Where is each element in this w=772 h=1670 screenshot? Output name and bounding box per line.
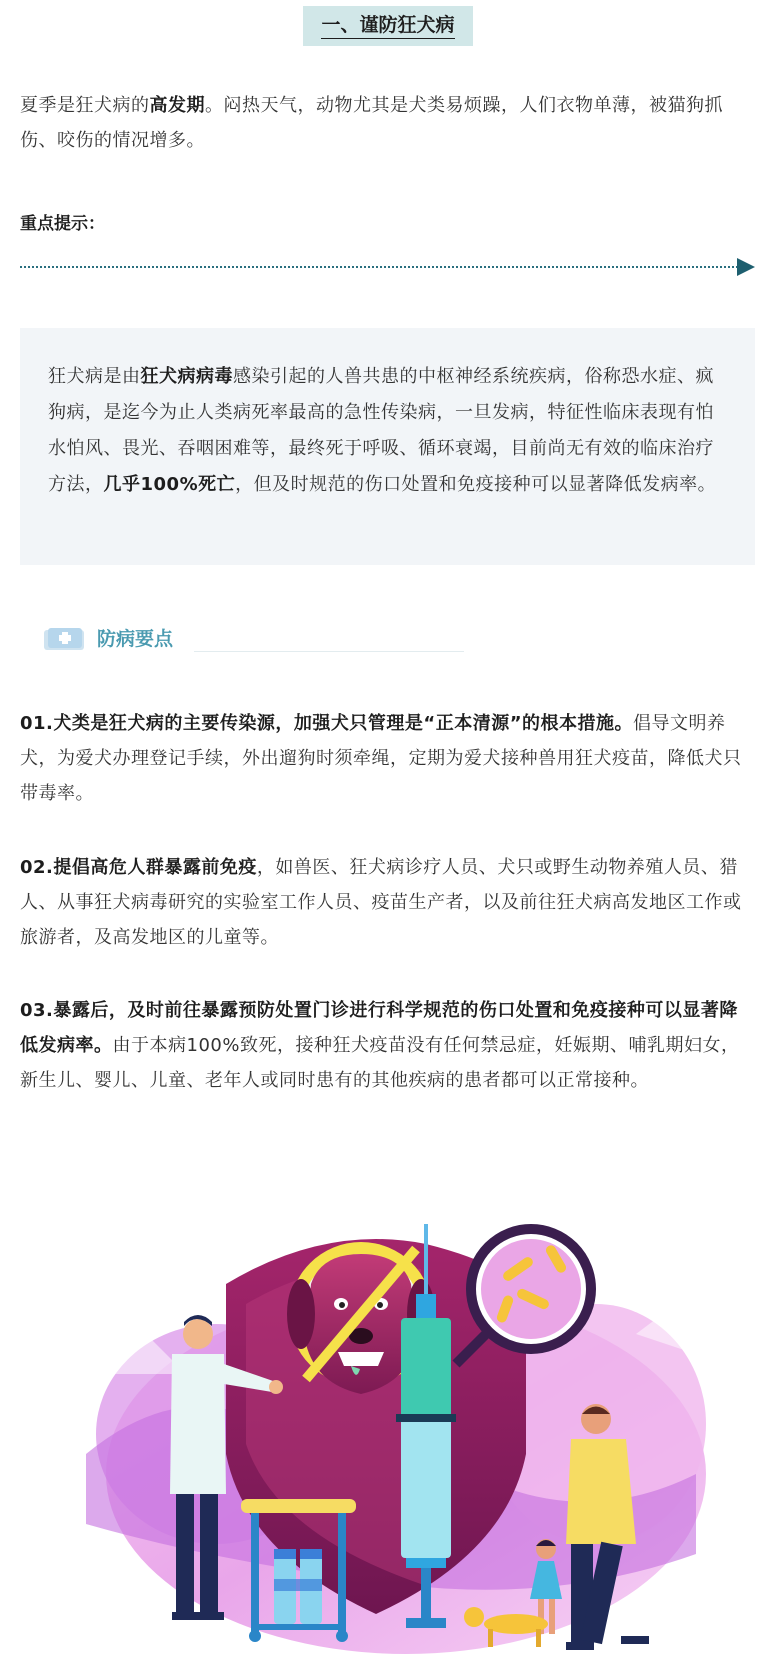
point-3 bbox=[20, 993, 755, 1098]
point-2-text: ，如兽医、狂犬病诊疗人员、犬只或野生动物养殖人员、猎人、从事狂犬病毒研究的实验室工作人员、疫苗生产者，以及前往狂犬病高发地区工作或旅游者，及高发地区的儿童等。 bbox=[20, 857, 742, 948]
point-2 bbox=[20, 850, 755, 955]
intro-text-2: 。闷热天气，动物尤其是犬类易烦躁，人们衣物单薄，被猫狗抓伤、咬伤的情况增多。 bbox=[20, 95, 723, 151]
intro-paragraph bbox=[20, 88, 755, 158]
point-1 bbox=[20, 706, 755, 811]
dotted-divider bbox=[20, 266, 738, 268]
point-2-bold: 02.提倡高危人群暴露前免疫 bbox=[20, 857, 257, 878]
info-text-2: 感染引起的人兽共患的中枢神经系统疾病，俗称恐水症、疯狗病，是迄今为止人类病死率最高的急性传染病，一旦发病，特征性临床表现有怕水怕风、畏光、吞咽困难等，最终死于呼吸、循环衰竭，目前尚无有效的临床治疗方法， bbox=[48, 366, 714, 495]
point-3-text: 由于本病100%致死，接种狂犬疫苗没有任何禁忌症，妊娠期、哺乳期妇女，新生儿、婴儿、儿童、老年人或同时患有的其他疾病的患者都可以正常接种。 bbox=[20, 1035, 740, 1091]
subheading-text: 防病要点 bbox=[97, 628, 174, 650]
subheading-underline bbox=[194, 651, 464, 652]
prevention-subheading bbox=[44, 622, 464, 654]
point-1-text: 倡导文明养犬，为爱犬办理登记手续，外出遛狗时须牵绳，定期为爱犬接种兽用狂犬疫苗，降低犬只带毒率。 bbox=[20, 713, 742, 804]
intro-bold: 高发期 bbox=[149, 95, 205, 116]
info-box bbox=[20, 328, 755, 565]
info-box-text bbox=[48, 359, 731, 503]
rabies-prevention-illustration bbox=[76, 1224, 716, 1656]
point-3-bold: 03.暴露后，及时前往暴露预防处置门诊进行科学规范的伤口处置和免疫接种可以显著降低发病率。 bbox=[20, 1000, 738, 1056]
section-title bbox=[303, 6, 473, 46]
section-title-text: 一、谨防狂犬病 bbox=[321, 13, 454, 39]
intro-text: 夏季是狂犬病的 bbox=[20, 95, 150, 116]
arrow-right-icon bbox=[737, 258, 755, 276]
info-bold-2: 几乎100%死亡 bbox=[103, 474, 236, 495]
point-1-bold: 01.犬类是狂犬病的主要传染源，加强犬只管理是“正本清源”的根本措施。 bbox=[20, 713, 634, 734]
medical-cross-icon bbox=[44, 626, 86, 652]
info-bold-1: 狂犬病病毒 bbox=[140, 366, 233, 387]
info-text-1: 狂犬病是由 bbox=[48, 366, 141, 387]
info-text-3: ，但及时规范的伤口处置和免疫接种可以显著降低发病率。 bbox=[235, 474, 717, 495]
key-tips-label: 重点提示： bbox=[20, 214, 105, 234]
